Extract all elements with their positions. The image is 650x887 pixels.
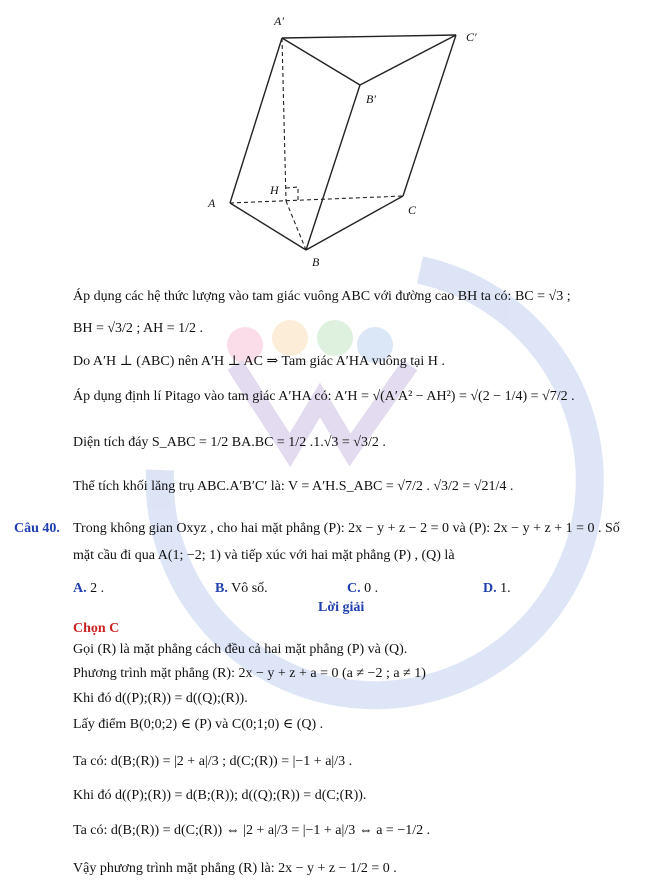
solution-line-6: Thể tích khối lăng trụ ABC.A′B′C′ là: V = A′H.S_ABC = √7/2 . √3/2 = √21/4 . bbox=[73, 479, 514, 494]
solution-line-3: Do A′H ⊥ (ABC) nên A′H ⊥ AC ⇒ Tam giác A′HA vuông tại H . bbox=[73, 354, 445, 369]
solution-line-1: Áp dụng các hệ thức lượng vào tam giác vuông ABC với đường cao BH ta có: BC = √3 ; bbox=[73, 289, 571, 304]
answer-line-4: Lấy điểm B(0;0;2) ∈ (P) và C(0;1;0) ∈ (Q) . bbox=[73, 717, 324, 732]
solution-line-4: Áp dụng định lí Pitago vào tam giác A′HA có: A′H = √(A′A² − AH²) = √(2 − 1/4) = √7/2 . bbox=[73, 389, 575, 404]
vertex-label-c: C bbox=[408, 203, 417, 217]
solution-line-2: BH = √3/2 ; AH = 1/2 . bbox=[73, 321, 204, 336]
option-d bbox=[483, 580, 511, 598]
solution-heading: Lời giải bbox=[318, 600, 365, 615]
answer-line-6: Khi đó d((P);(R)) = d(B;(R)); d((Q);(R)) = d(C;(R)). bbox=[73, 788, 367, 803]
option-c bbox=[347, 580, 378, 598]
vertex-label-a: A bbox=[208, 196, 216, 210]
answer-line-1: Gọi (R) là mặt phẳng cách đều cả hai mặt phẳng (P) và (Q). bbox=[73, 642, 408, 657]
option-b bbox=[215, 580, 268, 598]
option-c-key: C. bbox=[347, 581, 361, 596]
option-a bbox=[73, 580, 104, 598]
option-c-value: 0 . bbox=[364, 581, 379, 596]
vertex-label-c-prime: C′ bbox=[466, 30, 477, 44]
question-text-line-1: Trong không gian Oxyz , cho hai mặt phẳng (P): 2x − y + z − 2 = 0 và (P): 2x − y + z + 1 = 0 . Số bbox=[73, 521, 620, 536]
vertex-label-h: H bbox=[270, 183, 279, 197]
answer-line-2: Phương trình mặt phẳng (R): 2x − y + z + a = 0 (a ≠ −2 ; a ≠ 1) bbox=[73, 666, 426, 681]
option-d-key: D. bbox=[483, 581, 497, 596]
option-d-value: 1. bbox=[500, 581, 511, 596]
option-b-key: B. bbox=[215, 581, 228, 596]
solution-line-5: Diện tích đáy S_ABC = 1/2 BA.BC = 1/2 .1.√3 = √3/2 . bbox=[73, 435, 386, 450]
vertex-label-a-prime: A′ bbox=[274, 14, 284, 28]
question-text-line-2: mặt cầu đi qua A(1; −2; 1) và tiếp xúc với hai mặt phẳng (P) , (Q) là bbox=[73, 548, 455, 563]
vertex-label-b: B bbox=[312, 255, 320, 269]
answer-line-7: Ta có: d(B;(R)) = d(C;(R)) ⇔ |2 + a|/3 = |−1 + a|/3 ⇔ a = −1/2 . bbox=[73, 823, 431, 838]
answer-line-5: Ta có: d(B;(R)) = |2 + a|/3 ; d(C;(R)) = |−1 + a|/3 . bbox=[73, 754, 353, 769]
prism-figure bbox=[0, 0, 650, 280]
vertex-label-b-prime: B′ bbox=[366, 92, 376, 106]
answer-line-8: Vậy phương trình mặt phẳng (R) là: 2x − y + z − 1/2 = 0 . bbox=[73, 861, 397, 876]
answer-choice: Chọn C bbox=[73, 621, 120, 636]
option-b-value: Vô số. bbox=[231, 581, 268, 596]
question-number: Câu 40. bbox=[14, 521, 60, 536]
answer-line-3: Khi đó d((P);(R)) = d((Q);(R)). bbox=[73, 691, 248, 706]
option-a-value: 2 . bbox=[90, 581, 105, 596]
option-a-key: A. bbox=[73, 581, 87, 596]
